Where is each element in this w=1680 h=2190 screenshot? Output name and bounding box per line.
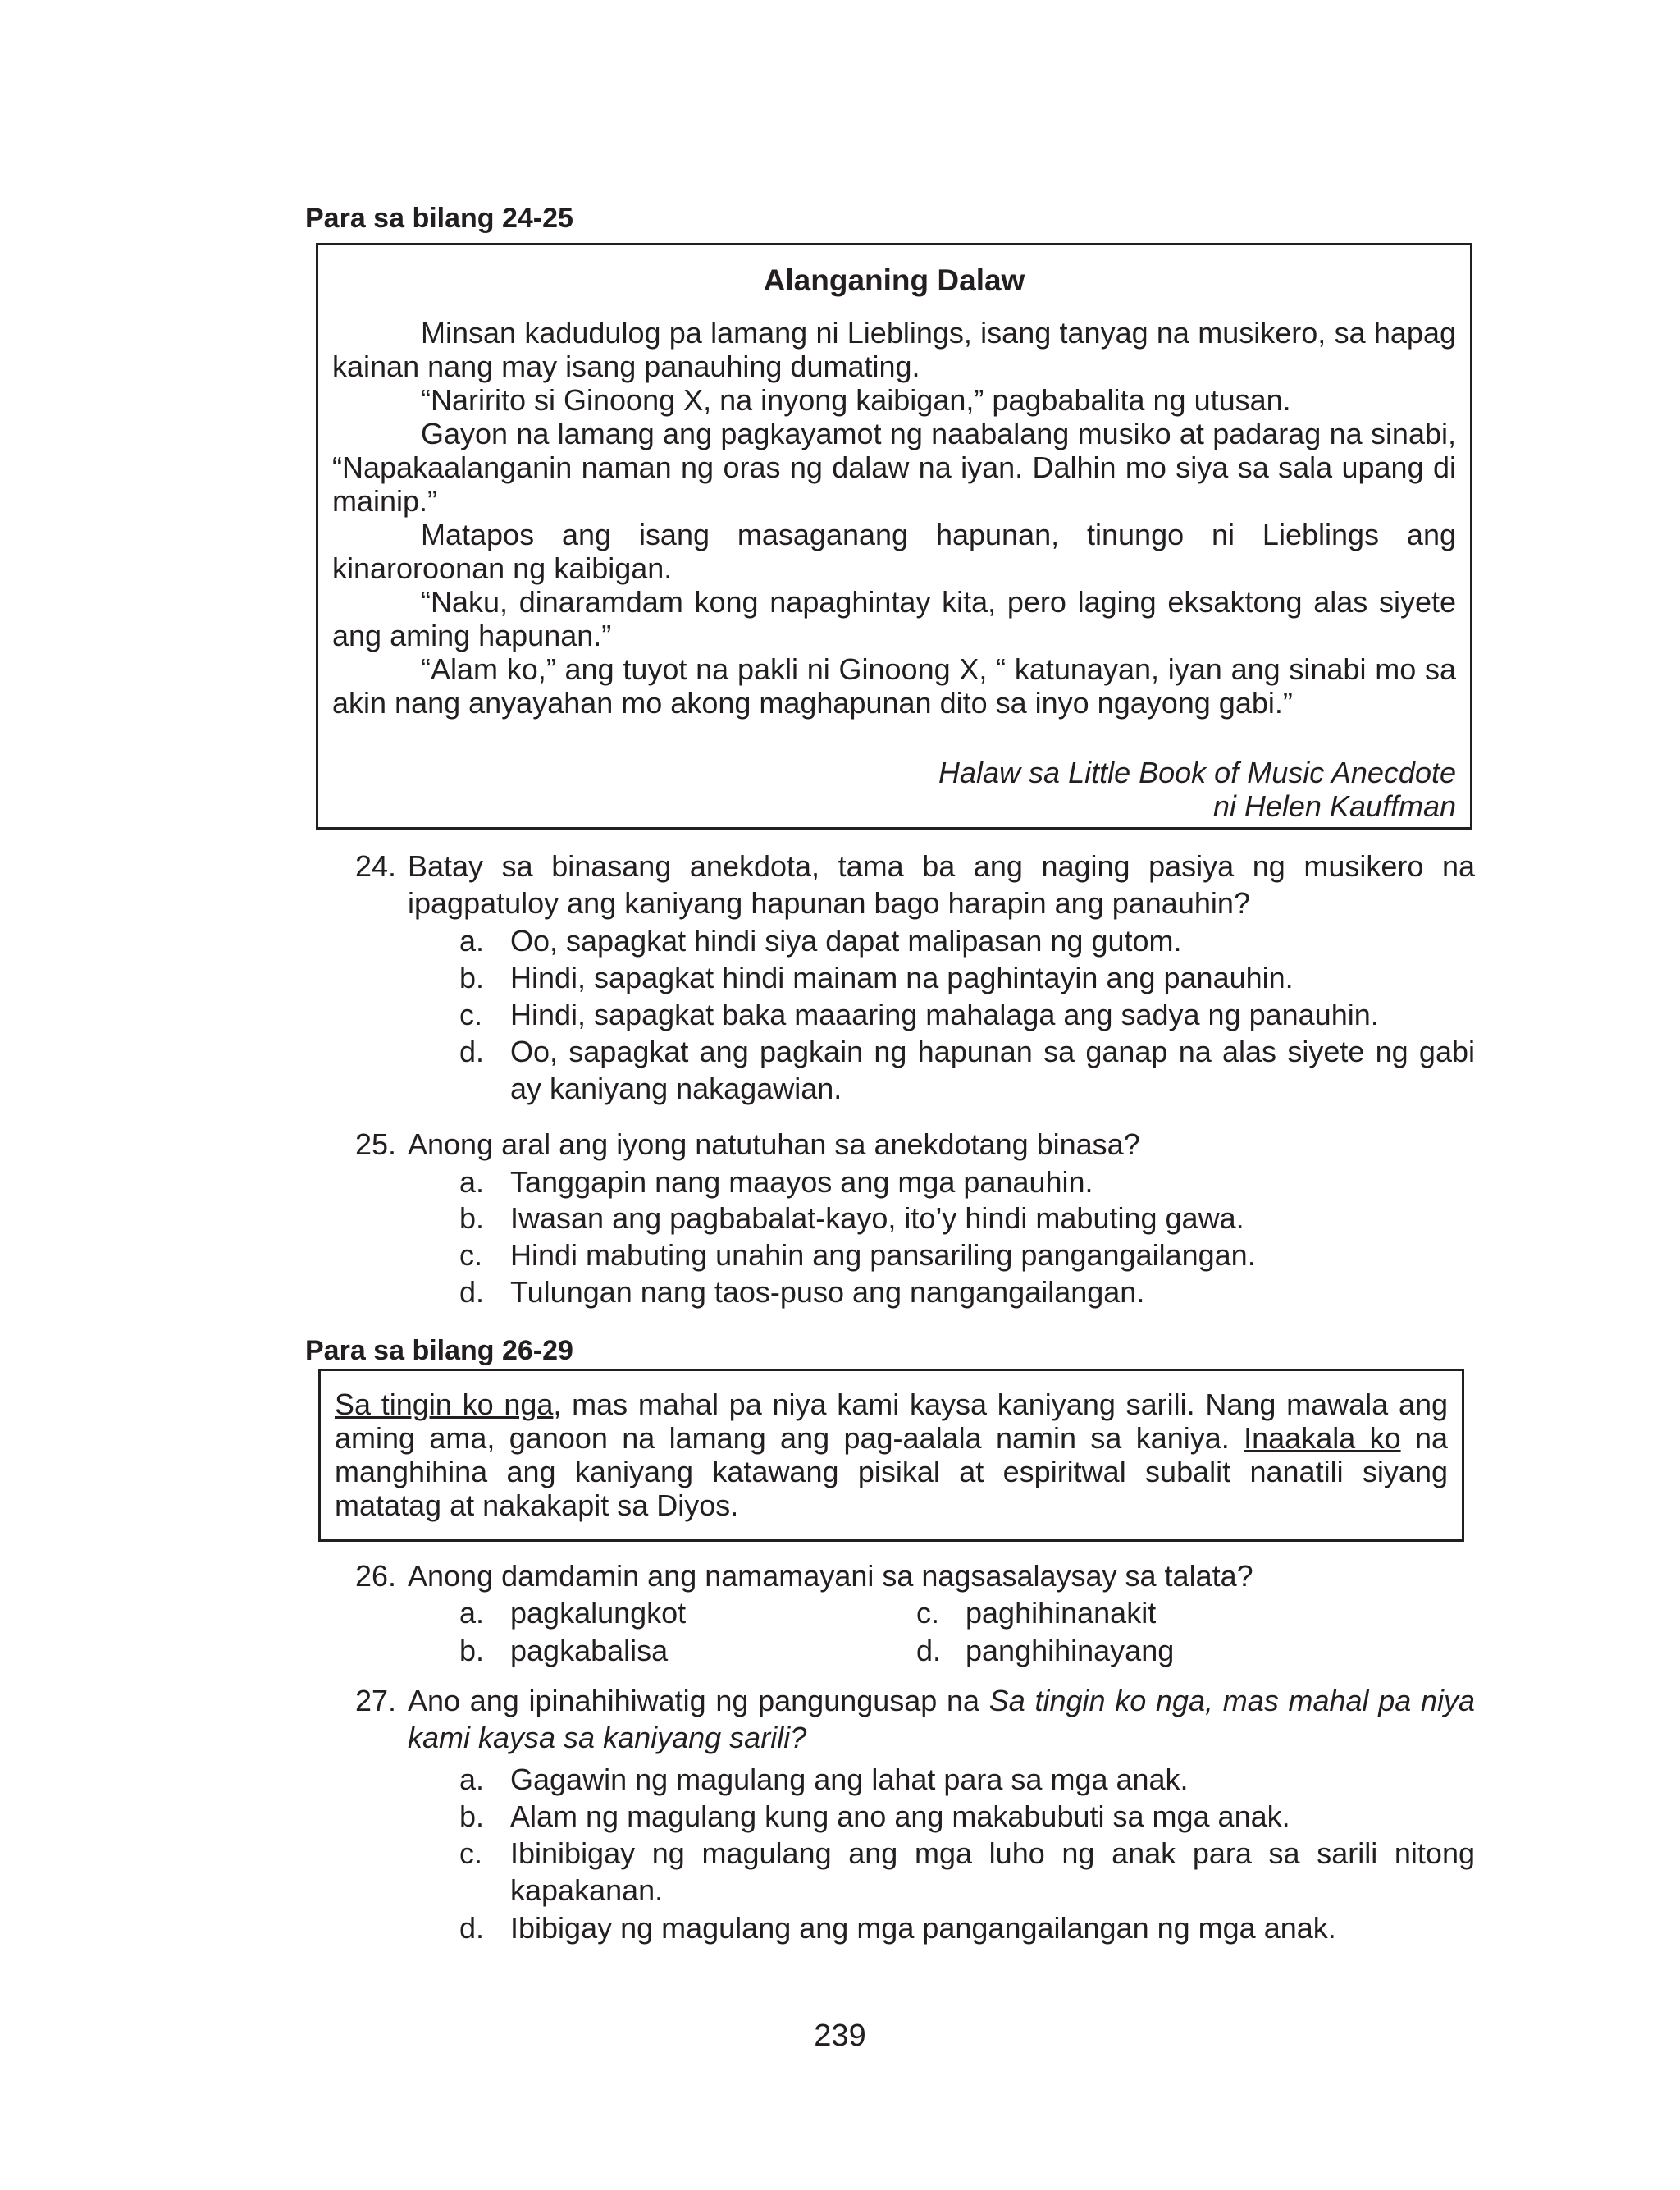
option-letter: d. bbox=[459, 1911, 485, 1945]
q26-option-c bbox=[916, 1594, 1408, 1631]
option-letter: d. bbox=[916, 1634, 942, 1667]
option-letter: a. bbox=[459, 1596, 485, 1630]
option-text: Hindi, sapagkat hindi mainam na paghintayin ang panauhin. bbox=[510, 961, 1294, 994]
underlined-phrase: Sa tingin ko nga bbox=[335, 1388, 554, 1421]
option-text: Iwasan ang pagbabalat-kayo, ito’y hindi mabuting gawa. bbox=[510, 1201, 1244, 1235]
story-paragraph: Gayon na lamang ang pagkayamot ng naabalang musiko at padarag na sinabi, “Napakaalanganin naman ng oras ng dalaw na iyan. Dalhin mo siya sa sala upang di mainip.” bbox=[332, 417, 1456, 518]
question-number: 24. bbox=[355, 849, 397, 883]
option-text: paghihinanakit bbox=[966, 1596, 1157, 1630]
q25-option-a bbox=[459, 1164, 1475, 1200]
q26-option-d bbox=[916, 1632, 1408, 1669]
option-text: Tulungan nang taos-puso ang nangangailangan. bbox=[510, 1275, 1145, 1309]
stem-italic: Sa tingin ko nga, mas mahal pa niya kami kaysa sa kaniyang sarili? bbox=[408, 1684, 1475, 1754]
option-text: Tanggapin nang maayos ang mga panauhin. bbox=[510, 1165, 1093, 1199]
question-stem: Anong damdamin ang namamayani sa nagsasalaysay sa talata? bbox=[408, 1559, 1253, 1593]
story-paragraph: Matapos ang isang masaganang hapunan, tinungo ni Lieblings ang kinaroroonan ng kaibigan. bbox=[332, 518, 1456, 585]
section-heading-24-25: Para sa bilang 24-25 bbox=[305, 203, 573, 234]
q27-option-a bbox=[459, 1761, 1475, 1798]
question-26 bbox=[355, 1557, 1475, 1594]
q25-option-d bbox=[459, 1273, 1475, 1310]
option-text: pagkalungkot bbox=[510, 1596, 687, 1630]
option-letter: a. bbox=[459, 1165, 485, 1199]
q24-option-d bbox=[459, 1033, 1475, 1107]
option-letter: b. bbox=[459, 1201, 485, 1235]
stem-plain: Ano ang ipinahihiwatig ng pangungusap na bbox=[408, 1684, 989, 1717]
option-text: pagkabalisa bbox=[510, 1634, 669, 1667]
q27-option-d bbox=[459, 1909, 1475, 1946]
q26-option-a bbox=[459, 1594, 886, 1631]
option-text: Oo, sapagkat hindi siya dapat malipasan ng gutom. bbox=[510, 924, 1182, 958]
question-24 bbox=[355, 848, 1475, 921]
option-letter: b. bbox=[459, 961, 485, 994]
option-text: Ibinibigay ng magulang ang mga luho ng anak para sa sarili nitong kapakanan. bbox=[510, 1836, 1475, 1907]
paragraph-segment: na manghihina ang kaniyang katawang pisikal at espiritwal subalit nanatili siyang matatag at nakakapit sa Diyos. bbox=[335, 1421, 1448, 1522]
question-number: 26. bbox=[355, 1559, 397, 1593]
q25-option-b bbox=[459, 1200, 1475, 1237]
source-line-2: ni Helen Kauffman bbox=[1212, 789, 1456, 823]
question-stem: Batay sa binasang anekdota, tama ba ang naging pasiya ng musikero na ipagpatuloy ang kaniyang hapunan bago harapin ang panauhin? bbox=[408, 849, 1475, 920]
underlined-phrase: Inaakala ko bbox=[1244, 1421, 1401, 1455]
paragraph-segment: , mas mahal pa niya kami kaysa kaniyang sarili. Nang mawala ang aming ama, ganoon na lamang ang pag-aalala namin sa kaniya. bbox=[335, 1388, 1449, 1455]
option-text: Hindi, sapagkat baka maaaring mahalaga ang sadya ng panauhin. bbox=[510, 998, 1379, 1031]
story-title: Alanganing Dalaw bbox=[763, 263, 1025, 297]
option-letter: a. bbox=[459, 924, 485, 958]
option-text: Alam ng magulang kung ano ang makabubuti sa mga anak. bbox=[510, 1799, 1290, 1833]
option-letter: b. bbox=[459, 1634, 485, 1667]
option-letter: d. bbox=[459, 1035, 485, 1068]
option-text: Oo, sapagkat ang pagkain ng hapunan sa ganap na alas siyete ng gabi ay kaniyang nakagawian. bbox=[510, 1035, 1475, 1105]
story-box bbox=[316, 243, 1472, 830]
story-paragraph: “Alam ko,” ang tuyot na pakli ni Ginoong X, “ katunayan, iyan ang sinabi mo sa akin nang anyayahan mo akong maghapunan dito sa inyo ngayong gabi.” bbox=[332, 652, 1456, 720]
option-letter: c. bbox=[916, 1596, 940, 1630]
option-text: Ibibigay ng magulang ang mga pangangailangan ng mga anak. bbox=[510, 1911, 1336, 1945]
option-letter: a. bbox=[459, 1763, 485, 1796]
question-stem bbox=[408, 1682, 1475, 1756]
story-paragraph: “Naku, dinaramdam kong napaghintay kita, pero laging eksaktong alas siyete ang aming hapunan.” bbox=[332, 585, 1456, 652]
option-letter: b. bbox=[459, 1799, 485, 1833]
question-number: 27. bbox=[355, 1684, 397, 1717]
question-stem: Anong aral ang iyong natutuhan sa anekdotang binasa? bbox=[408, 1127, 1140, 1161]
story-paragraph: “Naririto si Ginoong X, na inyong kaibigan,” pagbabalita ng utusan. bbox=[421, 383, 1291, 417]
option-letter: c. bbox=[459, 1836, 483, 1870]
option-letter: d. bbox=[459, 1275, 485, 1309]
q24-option-b bbox=[459, 959, 1475, 996]
q27-option-b bbox=[459, 1798, 1475, 1835]
q27-option-c bbox=[459, 1835, 1475, 1909]
story-source bbox=[938, 756, 1456, 823]
q24-option-a bbox=[459, 922, 1475, 959]
option-text: Gagawin ng magulang ang lahat para sa mga anak. bbox=[510, 1763, 1189, 1796]
section-heading-26-29: Para sa bilang 26-29 bbox=[305, 1335, 573, 1366]
q26-option-b bbox=[459, 1632, 886, 1669]
question-25 bbox=[355, 1126, 1475, 1163]
story-body bbox=[332, 316, 1456, 720]
option-letter: c. bbox=[459, 1238, 483, 1272]
q24-option-c bbox=[459, 996, 1475, 1033]
page-number: 239 bbox=[814, 2019, 866, 2053]
paragraph-text bbox=[335, 1388, 1448, 1522]
source-line-1: Halaw sa Little Book of Music Anecdote bbox=[938, 756, 1456, 789]
option-letter: c. bbox=[459, 998, 483, 1031]
question-27 bbox=[355, 1682, 1475, 1756]
option-text: panghihinayang bbox=[966, 1634, 1175, 1667]
story-paragraph: Minsan kadudulog pa lamang ni Lieblings, isang tanyag na musikero, sa hapag kainan nang may isang panauhing dumating. bbox=[332, 316, 1456, 383]
q25-option-c bbox=[459, 1237, 1475, 1273]
paragraph-box bbox=[318, 1369, 1464, 1542]
option-text: Hindi mabuting unahin ang pansariling pangangailangan. bbox=[510, 1238, 1256, 1272]
question-number: 25. bbox=[355, 1127, 397, 1161]
